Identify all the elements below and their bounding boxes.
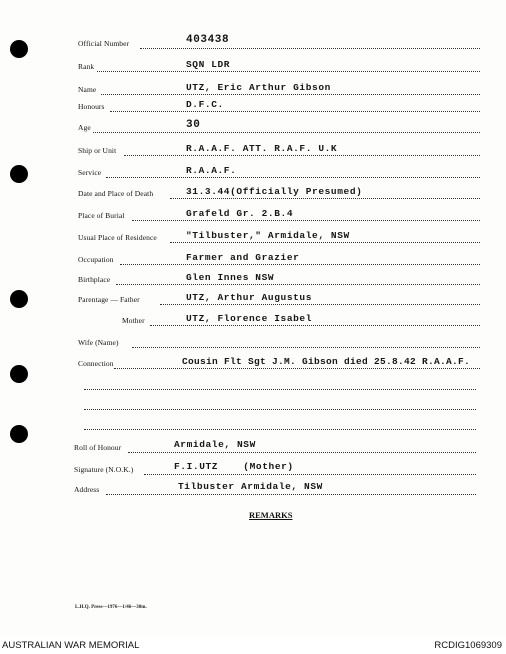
- field-label: Official Number: [78, 39, 130, 48]
- field-label: Signature (N.O.K.): [74, 465, 134, 474]
- fill-line: [170, 198, 480, 199]
- fill-line: [160, 304, 480, 305]
- field-value: UTZ, Arthur Augustus: [186, 292, 313, 303]
- field-address: [0, 482, 506, 498]
- field-ship-or-unit: [0, 143, 506, 159]
- field-value: R.A.A.F.: [186, 165, 237, 176]
- field-value: Armidale, NSW: [174, 439, 256, 450]
- field-value: SQN LDR: [186, 59, 231, 70]
- field-value: 403438: [186, 34, 230, 46]
- field-value: Farmer and Grazier: [186, 252, 300, 263]
- printer-imprint: L.H.Q. Press—1976—1/46—30m.: [75, 605, 147, 610]
- field-signature-nok: [0, 462, 506, 478]
- fill-line: [124, 155, 480, 156]
- fill-line: [140, 48, 480, 49]
- fill-line: [106, 177, 480, 178]
- field-label: Occupation: [78, 255, 114, 264]
- field-label: Ship or Unit: [78, 146, 117, 155]
- field-label: Usual Place of Residence: [78, 233, 157, 242]
- field-value: UTZ, Eric Arthur Gibson: [186, 82, 331, 93]
- fill-line: [170, 242, 480, 243]
- field-name: [0, 82, 506, 98]
- fill-line: [116, 284, 480, 285]
- field-value: UTZ, Florence Isabel: [186, 313, 313, 324]
- field-place-of-burial: [0, 208, 506, 224]
- field-value: Cousin Flt Sgt J.M. Gibson died 25.8.42 R.A.A.F.: [182, 356, 471, 367]
- field-official-number: [0, 36, 506, 52]
- field-value: F.I.UTZ (Mother): [174, 461, 294, 472]
- field-value: Tilbuster Armidale, NSW: [178, 481, 323, 492]
- field-label: Mother: [122, 316, 145, 325]
- field-wife: [0, 335, 506, 351]
- field-label: Address: [74, 485, 100, 494]
- field-rank: [0, 59, 506, 75]
- fill-line: [97, 71, 480, 72]
- field-label: Service: [78, 168, 102, 177]
- fill-line: [128, 452, 476, 453]
- field-value: Grafeld Gr. 2.B.4: [186, 208, 294, 219]
- field-label: Wife (Name): [78, 338, 119, 347]
- field-father: [0, 292, 506, 308]
- fill-line: [132, 220, 480, 221]
- fill-line: [144, 474, 476, 475]
- field-label: Connection: [78, 359, 114, 368]
- fill-line: [120, 264, 480, 265]
- fill-line: [93, 132, 480, 133]
- field-value: 30: [186, 119, 201, 131]
- field-value: Glen Innes NSW: [186, 272, 275, 283]
- field-value: D.F.C.: [186, 99, 224, 110]
- field-value: R.A.A.F. ATT. R.A.F. U.K: [186, 143, 338, 154]
- archive-name: AUSTRALIAN WAR MEMORIAL: [2, 640, 140, 651]
- blank-line: [84, 409, 476, 410]
- blank-line: [84, 389, 476, 390]
- fill-line: [110, 111, 480, 112]
- field-value: 31.3.44(Officially Presumed): [186, 186, 363, 197]
- blank-line: [84, 429, 476, 430]
- field-label: Birthplace: [78, 275, 111, 284]
- field-service: [0, 165, 506, 181]
- field-date-place-of-death: [0, 186, 506, 202]
- field-birthplace: [0, 272, 506, 288]
- field-label: Rank: [78, 62, 95, 71]
- fill-line: [114, 368, 480, 369]
- fill-line: [132, 347, 480, 348]
- fill-line: [150, 325, 480, 326]
- field-connection: [0, 356, 506, 372]
- field-label: Age: [78, 123, 91, 132]
- fill-line: [106, 494, 476, 495]
- field-roll-of-honour: [0, 440, 506, 456]
- field-occupation: [0, 252, 506, 268]
- field-honours: [0, 99, 506, 115]
- fill-line: [101, 94, 480, 95]
- field-label: Honours: [78, 102, 105, 111]
- remarks-heading: REMARKS: [249, 510, 293, 520]
- archive-record-id: RCDIG1069309: [434, 640, 502, 651]
- field-label: Parentage — Father: [78, 295, 140, 304]
- field-label: Name: [78, 85, 97, 94]
- field-usual-residence: [0, 230, 506, 246]
- field-label: Place of Burial: [78, 211, 125, 220]
- archive-footer: [0, 636, 506, 654]
- field-label: Date and Place of Death: [78, 189, 154, 198]
- field-mother: [0, 313, 506, 329]
- field-age: [0, 120, 506, 136]
- field-label: Roll of Honour: [74, 443, 122, 452]
- field-value: "Tilbuster," Armidale, NSW: [186, 230, 350, 241]
